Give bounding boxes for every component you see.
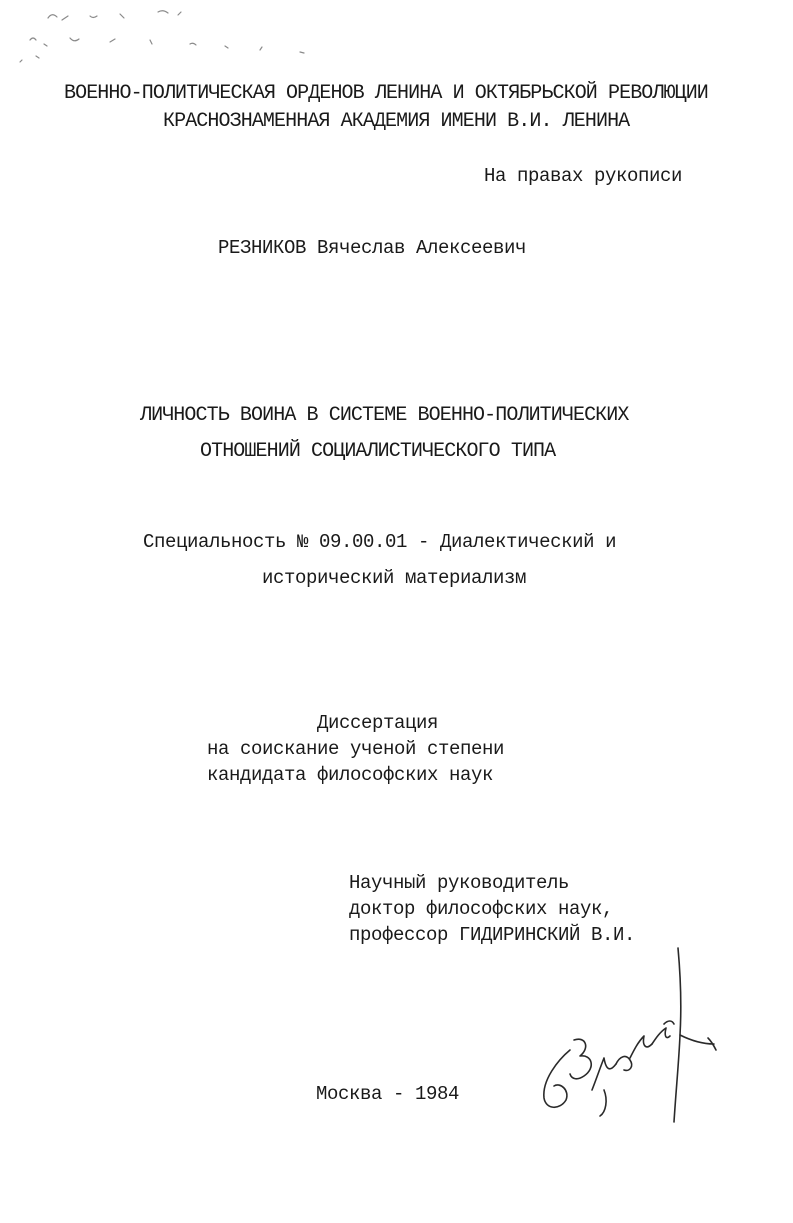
city-year: Москва - 1984	[316, 1083, 460, 1105]
specialty-line-1: Специальность № 09.00.01 - Диалектический и	[143, 531, 617, 553]
thesis-title-line-2: ОТНОШЕНИЙ СОЦИАЛИСТИЧЕСКОГО ТИПА	[200, 440, 556, 463]
author-name: РЕЗНИКОВ Вячеслав Алексеевич	[218, 237, 527, 259]
thesis-title-line-1: ЛИЧНОСТЬ ВОИНА В СИСТЕМЕ ВОЕННО-ПОЛИТИЧЕСКИХ	[140, 404, 629, 427]
degree-line-2: кандидата философских наук	[207, 764, 494, 786]
handwritten-signature	[530, 940, 730, 1130]
supervisor-degree: доктор философских наук,	[349, 898, 614, 920]
dissertation-label: Диссертация	[317, 712, 439, 734]
organization-line-1: ВОЕННО-ПОЛИТИЧЕСКАЯ ОРДЕНОВ ЛЕНИНА И ОКТЯБРЬСКОЙ РЕВОЛЮЦИИ	[64, 82, 708, 105]
supervisor-label: Научный руководитель	[349, 872, 570, 894]
organization-line-2: КРАСНОЗНАМЕННАЯ АКАДЕМИЯ ИМЕНИ В.И. ЛЕНИНА	[163, 110, 630, 133]
degree-line-1: на соискание ученой степени	[207, 738, 505, 760]
manuscript-rights-label: На правах рукописи	[484, 165, 683, 187]
supervisor-name: профессор ГИДИРИНСКИЙ В.И.	[349, 924, 636, 946]
specialty-line-2: исторический материализм	[262, 567, 527, 589]
scan-noise-decoration	[0, 0, 793, 80]
